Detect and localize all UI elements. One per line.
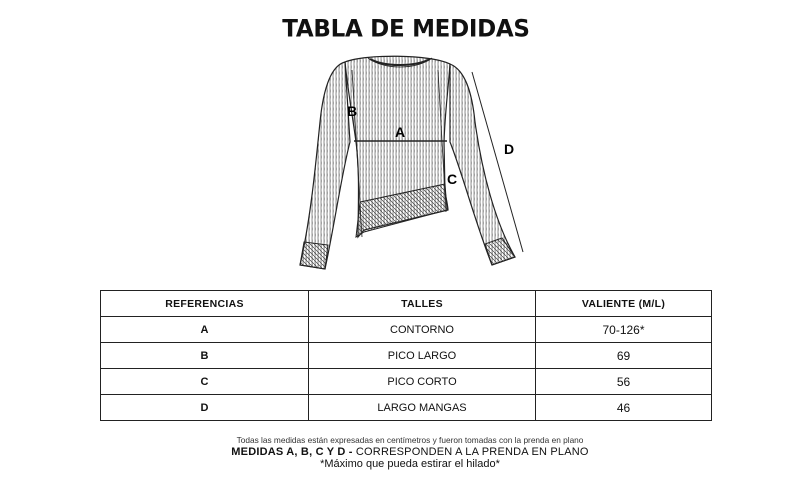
row-value: 46 (536, 395, 712, 421)
row-name: PICO CORTO (309, 369, 536, 395)
header-talles: TALLES (309, 291, 536, 317)
row-value: 56 (536, 369, 712, 395)
table-header-row (101, 291, 712, 317)
table-row (101, 343, 712, 369)
row-ref: C (101, 369, 309, 395)
sweater-diagram (290, 52, 540, 274)
right-sleeve (450, 64, 515, 265)
page-title: TABLA DE MEDIDAS (282, 15, 530, 43)
note-flat-rest: CORRESPONDEN A LA PRENDA EN PLANO (352, 446, 589, 458)
note-flat (0, 446, 800, 458)
label-d: D (504, 141, 515, 157)
label-c: C (447, 171, 458, 187)
table-row (101, 395, 712, 421)
header-size: VALIENTE (M/L) (536, 291, 712, 317)
size-table (100, 290, 712, 421)
row-value: 69 (536, 343, 712, 369)
row-name: LARGO MANGAS (309, 395, 536, 421)
header-referencias: REFERENCIAS (101, 291, 309, 317)
footnotes (0, 434, 800, 470)
left-sleeve (300, 62, 350, 269)
row-ref: B (101, 343, 309, 369)
row-name: PICO LARGO (309, 343, 536, 369)
note-stretch: *Máximo que pueda estirar el hilado* (320, 458, 500, 470)
table-row (101, 317, 712, 343)
label-b: B (347, 103, 358, 119)
row-value: 70-126* (536, 317, 712, 343)
table-row (101, 369, 712, 395)
row-ref: D (101, 395, 309, 421)
row-ref: A (101, 317, 309, 343)
row-name: CONTORNO (309, 317, 536, 343)
note-flat-bold: MEDIDAS A, B, C Y D - (231, 446, 353, 458)
label-a: A (395, 124, 406, 140)
note-units: Todas las medidas están expresadas en centímetros y fueron tomadas con la prenda en plano (236, 435, 584, 445)
